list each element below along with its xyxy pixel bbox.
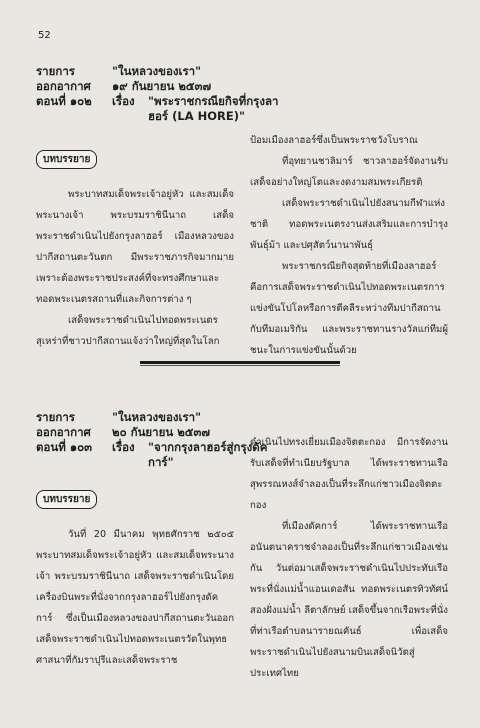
episode-label: ตอนที่ ๑๐๓ <box>36 440 93 454</box>
episode-header-103 <box>36 410 282 470</box>
episode-header-102 <box>36 64 282 124</box>
narration-badge: บทบรรยาย <box>36 150 97 169</box>
program-label: รายการ <box>36 64 75 78</box>
paragraph: ดำเนินไปทรงเยี่ยมเมืองจิตตะกอง มีการจัดงานรับเสด็จที่ทำเนียบรัฐบาล ได้พระราชทานเรือสุพรรณหงส์จำลองเป็นที่ระลึกแก่ชาวเมืองจิตตะกอง <box>250 437 448 511</box>
airdate-value: ๑๙ กันยายน ๒๕๓๗ <box>112 79 212 93</box>
subject-title: "พระราชกรณียกิจที่กรุงลาฮอร์ (LA HORE)" <box>148 94 279 123</box>
airdate-value: ๒๐ กันยายน ๒๕๓๗ <box>112 425 211 439</box>
program-title: "ในหลวงของเรา" <box>112 410 202 424</box>
paragraph: พระราชกรณียกิจสุดท้ายที่เมืองลาฮอร์ คือการเสด็จพระราชดำเนินไปทอดพระเนตรการแข่งขันโปโลหรือการตีคลีระหว่างทีมปากีสถานกับทีมอเมริกัน และพระราชทานรางวัลแก่ทีมผู้ชนะในการแข่งขันนั้นด้วย <box>250 261 448 356</box>
narration-left-column <box>36 524 234 671</box>
narration-right-column <box>250 130 448 361</box>
subject-title: "จากกรุงลาฮอร์สู่กรุงดัคการ์" <box>148 440 268 469</box>
program-label: รายการ <box>36 410 75 424</box>
narration-right-column <box>250 432 448 684</box>
paragraph: วันที่ 20 มีนาคม พุทธศักราช ๒๕๐๕ พระบาทสมเด็จพระเจ้าอยู่หัว และสมเด็จพระนางเจ้า พระบรมราชินีนาถ เสด็จพระราชดำเนินโดยเครื่องบินพระที่นั่งจากกรุงลาฮอร์ไปยังกรุงดัคการ์ ซึ่งเป็นเมืองหลวงของปากีสถานตะวันออก เสด็จพระราชดำเนินไปทอดพระเนตรวัดในพุทธศาสนาที่กัมราปุรีและเสด็จพระราช <box>36 529 234 666</box>
program-title: "ในหลวงของเรา" <box>112 64 202 78</box>
paragraph: ที่อุทยานชาลิมาร์ ชาวลาฮอร์จัดงานรับเสด็จอย่างใหญ่โตและงดงามสมพระเกียรติ <box>250 156 448 188</box>
airdate-label: ออกอากาศ <box>36 79 91 93</box>
subject-label: เรื่อง <box>112 94 135 108</box>
paragraph: ที่เมืองดัคการ์ ได้พระราชทานเรืออนันตนาคราชจำลองเป็นที่ระลึกแก่ชาวเมืองเช่นกัน วันต่อมาเสด็จพระราชดำเนินไปประทับเรือพระที่นั่งแม่น้ำแอนเดอสัน ทอดพระเนตรทิวทัศน์สองฝั่งแม่น้ำ ลีตาลักษย์ เสด็จขึ้นจากเรือพระที่นั่งที่ท่าเรือตำบลนารายณคันธ์ เพื่อเสด็จพระราชดำเนินไปยังสนามบินเสด็จนิวัตสู่ประเทศไทย <box>250 521 448 679</box>
paragraph: เสด็จพระราชดำเนินไปยังสนามกีฬาแห่งชาติ ทอดพระเนตรงานส่งเสริมและการบำรุงพันธุ์ม้า และปศุสัตว์นานาพันธุ์ <box>250 198 448 251</box>
page-number: 52 <box>38 30 51 41</box>
section-divider <box>140 361 340 366</box>
narration-left-column <box>36 184 234 352</box>
subject-label: เรื่อง <box>112 440 135 454</box>
airdate-label: ออกอากาศ <box>36 425 91 439</box>
paragraph: เสด็จพระราชดำเนินไปทอดพระเนตรสุเหร่าที่ชาวปากีสถานแจ้งว่าใหญ่ที่สุดในโลก <box>36 315 220 347</box>
episode-label: ตอนที่ ๑๐๒ <box>36 94 92 108</box>
narration-badge: บทบรรยาย <box>36 490 97 509</box>
paragraph: พระบาทสมเด็จพระเจ้าอยู่หัว และสมเด็จพระนางเจ้า พระบรมราชินีนาถ เสด็จพระราชดำเนินไปยังกรุงลาฮอร์ เมืองหลวงของปากีสถานตะวันตก มีพระราชภารกิจมากมาย เพราะต้องพระราชประสงค์ที่จะทรงศึกษาและทอดพระเนตรสถานที่และกิจการต่าง ๆ <box>36 189 234 305</box>
paragraph: ป้อมเมืองลาฮอร์ซึ่งเป็นพระราชวังโบราณ <box>250 135 418 146</box>
